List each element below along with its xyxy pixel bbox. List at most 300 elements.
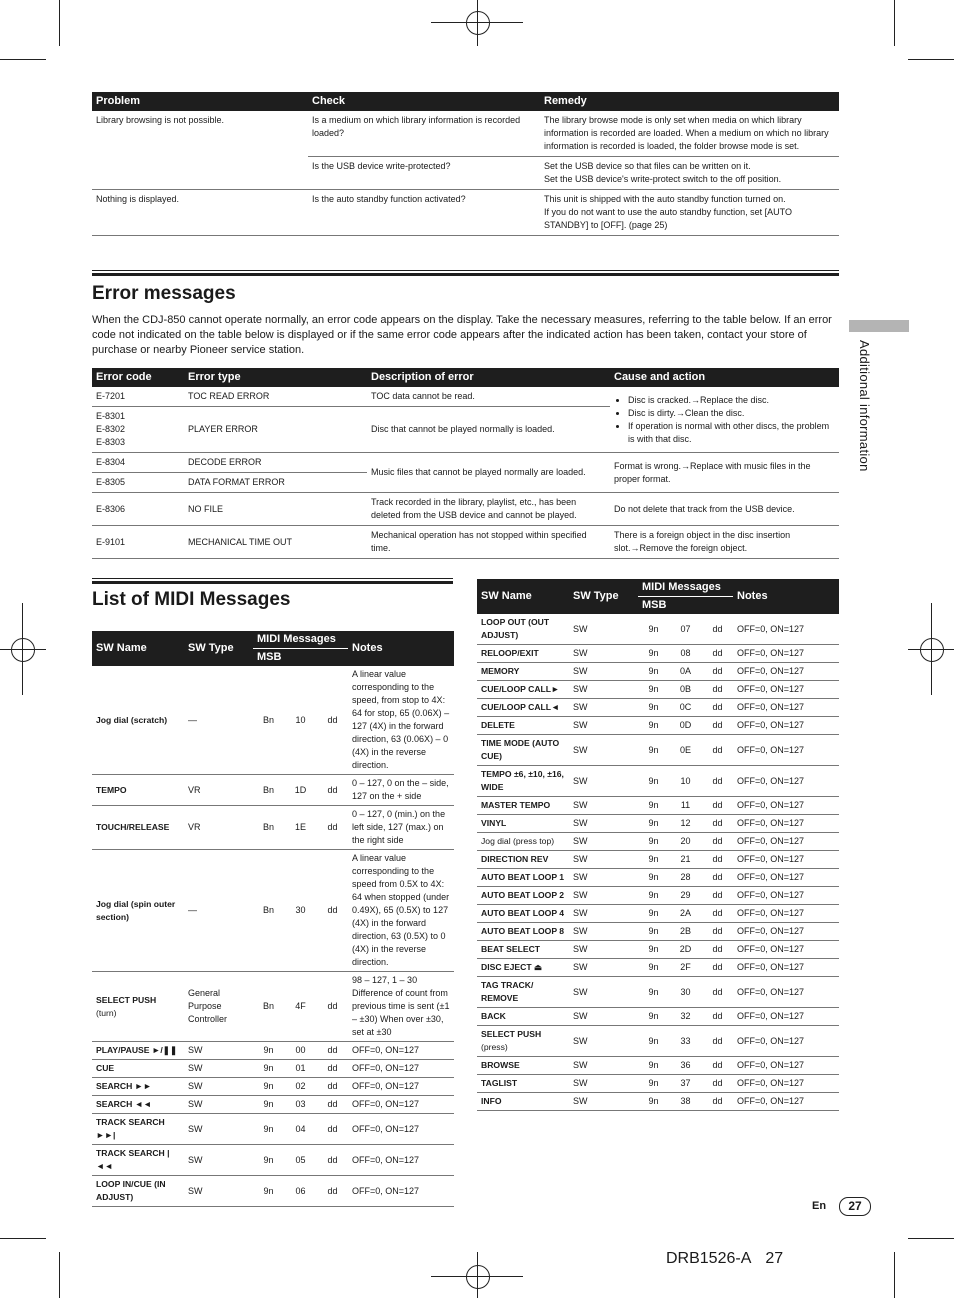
notes: OFF=0, ON=127 xyxy=(733,1026,839,1057)
table-row xyxy=(477,977,839,1008)
sw-name: LOOP IN/CUE (IN ADJUST) xyxy=(92,1176,184,1207)
sw-name: SEARCH ◄◄ xyxy=(92,1096,184,1114)
error-code: E-8304 xyxy=(92,453,184,473)
sw-name: BROWSE xyxy=(477,1057,569,1075)
midi-status: 9n xyxy=(638,1026,669,1057)
sw-name: BACK xyxy=(477,1008,569,1026)
midi-status: 9n xyxy=(638,1057,669,1075)
column-header-notes: Notes xyxy=(733,579,839,614)
sw-type: SW xyxy=(569,735,638,766)
midi-number: 0E xyxy=(669,735,702,766)
midi-value: dd xyxy=(702,959,733,977)
midi-value: dd xyxy=(317,806,348,850)
sw-name: MASTER TEMPO xyxy=(477,797,569,815)
midi-table-right xyxy=(477,579,839,1111)
midi-status: 9n xyxy=(253,1042,284,1060)
page-number: 27 xyxy=(839,1197,871,1216)
error-type: PLAYER ERROR xyxy=(184,407,367,453)
midi-number: 2F xyxy=(669,959,702,977)
sw-type: SW xyxy=(569,1093,638,1111)
midi-number: 20 xyxy=(669,833,702,851)
notes: OFF=0, ON=127 xyxy=(733,941,839,959)
sw-type: SW xyxy=(569,905,638,923)
sw-name xyxy=(477,1026,569,1057)
midi-number: 04 xyxy=(284,1114,317,1145)
sw-type: — xyxy=(184,666,253,775)
midi-value: dd xyxy=(702,833,733,851)
table-row xyxy=(92,972,454,1042)
midi-value: dd xyxy=(317,1060,348,1078)
midi-number: 11 xyxy=(669,797,702,815)
notes: OFF=0, ON=127 xyxy=(733,833,839,851)
notes: OFF=0, ON=127 xyxy=(733,815,839,833)
notes: OFF=0, ON=127 xyxy=(733,717,839,735)
sw-type: SW xyxy=(569,923,638,941)
notes: OFF=0, ON=127 xyxy=(733,614,839,645)
midi-section-title: List of MIDI Messages xyxy=(92,589,291,610)
notes: OFF=0, ON=127 xyxy=(348,1042,454,1060)
sw-name: CUE xyxy=(92,1060,184,1078)
side-tab-label: Additional information xyxy=(857,340,872,472)
sw-type: SW xyxy=(569,717,638,735)
error-description: Disc that cannot be played normally is loaded. xyxy=(367,407,610,453)
midi-number: 08 xyxy=(669,645,702,663)
sw-type: SW xyxy=(569,614,638,645)
sw-name: AUTO BEAT LOOP 2 xyxy=(477,887,569,905)
list-item: • If operation is normal with other discs, the problem is with that disc. xyxy=(628,420,835,446)
sw-type: SW xyxy=(569,1057,638,1075)
sw-name: DISC EJECT ⏏ xyxy=(477,959,569,977)
language-label: En xyxy=(812,1200,827,1212)
side-tab-label-box xyxy=(858,340,872,490)
column-header-midi-messages: MIDI Messages xyxy=(638,579,733,597)
check-cell: Is the auto standby function activated? xyxy=(308,190,540,236)
midi-status: 9n xyxy=(638,717,669,735)
sw-type: SW xyxy=(569,851,638,869)
table-row xyxy=(92,1060,454,1078)
notes: OFF=0, ON=127 xyxy=(733,1057,839,1075)
table-row xyxy=(477,1057,839,1075)
table-row xyxy=(477,645,839,663)
sw-type: SW xyxy=(569,645,638,663)
sw-name: CUE/LOOP CALL◄ xyxy=(477,699,569,717)
sw-name-sub: (press) xyxy=(481,1042,508,1052)
midi-status: 9n xyxy=(638,663,669,681)
notes: OFF=0, ON=127 xyxy=(348,1060,454,1078)
column-header-cause: Cause and action xyxy=(610,368,839,387)
sw-name: RELOOP/EXIT xyxy=(477,645,569,663)
sw-type: SW xyxy=(569,959,638,977)
notes: 0 – 127, 0 (min.) on the left side, 127 (max.) on the right side xyxy=(348,806,454,850)
midi-status: 9n xyxy=(638,977,669,1008)
sw-type: SW xyxy=(569,663,638,681)
sw-name: TRACK SEARCH |◄◄ xyxy=(92,1145,184,1176)
sw-name: AUTO BEAT LOOP 1 xyxy=(477,869,569,887)
table-row xyxy=(477,699,839,717)
midi-status: 9n xyxy=(253,1060,284,1078)
midi-number: 10 xyxy=(284,666,317,775)
midi-number: 0A xyxy=(669,663,702,681)
column-header-sw-type: SW Type xyxy=(569,579,638,614)
notes: OFF=0, ON=127 xyxy=(733,681,839,699)
error-code: E-8301 E-8302 E-8303 xyxy=(92,407,184,453)
midi-value: dd xyxy=(702,815,733,833)
sw-name: Jog dial (spin outer section) xyxy=(92,850,184,972)
midi-value: dd xyxy=(317,666,348,775)
midi-value: dd xyxy=(702,717,733,735)
midi-number: 1D xyxy=(284,775,317,806)
notes: OFF=0, ON=127 xyxy=(733,905,839,923)
midi-value: dd xyxy=(317,972,348,1042)
sw-type: SW xyxy=(569,681,638,699)
column-header-error-type: Error type xyxy=(184,368,367,387)
error-code: E-8305 xyxy=(92,473,184,493)
sw-name: PLAY/PAUSE ►/❚❚ xyxy=(92,1042,184,1060)
sw-name: MEMORY xyxy=(477,663,569,681)
remedy-cell: This unit is shipped with the auto standby function turned on. If you do not want to use the auto standby function, set [AUTO STANDBY] to [OFF]. (page 25) xyxy=(540,190,839,236)
midi-number: 1E xyxy=(284,806,317,850)
table-header-row xyxy=(92,92,839,111)
midi-value: dd xyxy=(702,1093,733,1111)
midi-status: Bn xyxy=(253,850,284,972)
section-rule xyxy=(92,578,453,579)
table-row xyxy=(92,387,839,407)
error-type: TOC READ ERROR xyxy=(184,387,367,407)
notes: OFF=0, ON=127 xyxy=(348,1096,454,1114)
midi-status: 9n xyxy=(638,851,669,869)
sw-type: SW xyxy=(569,869,638,887)
column-header-sw-name: SW Name xyxy=(477,579,569,614)
midi-number: 02 xyxy=(284,1078,317,1096)
table-row xyxy=(92,1114,454,1145)
midi-status: 9n xyxy=(638,1075,669,1093)
sw-type: SW xyxy=(569,1008,638,1026)
midi-status: 9n xyxy=(638,941,669,959)
sw-name-main: SELECT PUSH xyxy=(481,1029,542,1039)
midi-status: 9n xyxy=(253,1078,284,1096)
sw-type: SW xyxy=(184,1114,253,1145)
error-description: Track recorded in the library, playlist, etc., has been deleted from the USB device and cannot be played. xyxy=(367,493,610,526)
table-row xyxy=(92,775,454,806)
table-row xyxy=(477,614,839,645)
table-row xyxy=(92,453,839,473)
notes: OFF=0, ON=127 xyxy=(733,851,839,869)
sw-type: — xyxy=(184,850,253,972)
sw-name: AUTO BEAT LOOP 4 xyxy=(477,905,569,923)
midi-number: 03 xyxy=(284,1096,317,1114)
midi-number: 12 xyxy=(669,815,702,833)
table-row xyxy=(477,941,839,959)
sw-type: VR xyxy=(184,806,253,850)
table-row xyxy=(477,833,839,851)
midi-status: 9n xyxy=(253,1145,284,1176)
column-header-problem: Problem xyxy=(92,92,308,111)
midi-value: dd xyxy=(317,775,348,806)
table-row xyxy=(92,1176,454,1207)
sw-name: TEMPO ±6, ±10, ±16, WIDE xyxy=(477,766,569,797)
section-rule xyxy=(92,273,839,276)
table-row xyxy=(477,663,839,681)
table-row xyxy=(477,869,839,887)
sw-name: TIME MODE (AUTO CUE) xyxy=(477,735,569,766)
midi-number: 30 xyxy=(284,850,317,972)
sw-name-sub: (turn) xyxy=(96,1007,117,1018)
cause-cell: Format is wrong.→Replace with music files in the proper format. xyxy=(610,453,839,493)
sw-type: SW xyxy=(569,815,638,833)
column-header-midi-messages: MIDI Messages xyxy=(253,631,348,649)
midi-status: 9n xyxy=(253,1096,284,1114)
sw-type: SW xyxy=(184,1176,253,1207)
notes: OFF=0, ON=127 xyxy=(348,1176,454,1207)
cause-cell: There is a foreign object in the disc insertion slot.→Remove the foreign object. xyxy=(610,526,839,559)
table-row xyxy=(477,1026,839,1057)
midi-number: 0C xyxy=(669,699,702,717)
list-item: • Disc is cracked.→Replace the disc. xyxy=(628,394,835,407)
troubleshooting-table xyxy=(92,92,839,236)
midi-value: dd xyxy=(702,797,733,815)
midi-status: 9n xyxy=(638,614,669,645)
table-row xyxy=(477,887,839,905)
sw-name: LOOP OUT (OUT ADJUST) xyxy=(477,614,569,645)
notes: 98 – 127, 1 – 30 Difference of count from previous time is sent (±1 – ±30) When over ±30, set at ±30 xyxy=(348,972,454,1042)
column-header-msb: MSB xyxy=(253,649,348,667)
midi-number: 33 xyxy=(669,1026,702,1057)
column-header-description: Description of error xyxy=(367,368,610,387)
sw-type: SW xyxy=(184,1042,253,1060)
table-row xyxy=(477,766,839,797)
notes: OFF=0, ON=127 xyxy=(733,645,839,663)
section-rule xyxy=(92,270,839,271)
midi-status: 9n xyxy=(638,815,669,833)
midi-value: dd xyxy=(702,1026,733,1057)
sw-type: SW xyxy=(184,1145,253,1176)
sw-type: SW xyxy=(184,1096,253,1114)
column-header-notes: Notes xyxy=(348,631,454,666)
table-row xyxy=(92,1042,454,1060)
midi-number: 36 xyxy=(669,1057,702,1075)
midi-status: 9n xyxy=(638,735,669,766)
error-type: DECODE ERROR xyxy=(184,453,367,473)
midi-status: Bn xyxy=(253,775,284,806)
midi-value: dd xyxy=(702,699,733,717)
table-row xyxy=(477,681,839,699)
notes: OFF=0, ON=127 xyxy=(348,1114,454,1145)
notes: OFF=0, ON=127 xyxy=(733,869,839,887)
error-table xyxy=(92,368,839,559)
notes: OFF=0, ON=127 xyxy=(733,887,839,905)
midi-value: dd xyxy=(702,681,733,699)
midi-number: 0B xyxy=(669,681,702,699)
midi-number: 2B xyxy=(669,923,702,941)
midi-status: 9n xyxy=(638,645,669,663)
midi-table-left xyxy=(92,631,454,1207)
sw-type: SW xyxy=(569,887,638,905)
sw-type: SW xyxy=(569,766,638,797)
sw-name: VINYL xyxy=(477,815,569,833)
sw-name-main: SELECT PUSH xyxy=(96,994,157,1005)
table-row xyxy=(477,905,839,923)
midi-number: 07 xyxy=(669,614,702,645)
midi-value: dd xyxy=(317,1078,348,1096)
notes: OFF=0, ON=127 xyxy=(733,1008,839,1026)
midi-value: dd xyxy=(317,1042,348,1060)
midi-number: 21 xyxy=(669,851,702,869)
midi-status: 9n xyxy=(638,833,669,851)
table-row xyxy=(477,735,839,766)
table-row xyxy=(92,850,454,972)
table-row xyxy=(477,797,839,815)
midi-status: 9n xyxy=(638,766,669,797)
midi-number: 38 xyxy=(669,1093,702,1111)
error-code: E-8306 xyxy=(92,493,184,526)
column-header-check: Check xyxy=(308,92,540,111)
midi-value: dd xyxy=(702,887,733,905)
midi-status: 9n xyxy=(253,1114,284,1145)
table-row xyxy=(477,1075,839,1093)
notes: OFF=0, ON=127 xyxy=(733,1093,839,1111)
error-section-intro: When the CDJ-850 cannot operate normally, an error code appears on the display. Take the necessary measures, referring to the table below. If an error code not indicated on the table below is displayed or if the same error code appears after the indicated action has been taken, contact your store of purchase or nearby Pioneer service station. xyxy=(92,314,832,356)
sw-type: VR xyxy=(184,775,253,806)
problem-cell: Library browsing is not possible. xyxy=(92,111,308,190)
midi-value: dd xyxy=(702,663,733,681)
sw-type: SW xyxy=(569,1075,638,1093)
midi-number: 10 xyxy=(669,766,702,797)
error-description: Mechanical operation has not stopped within specified time. xyxy=(367,526,610,559)
notes: A linear value corresponding to the speed from 0.5X to 4X: 64 when stopped (under 0.49X), 65 (0.5X) to 127 (4X) in the forward direction, 63 (0.5X) to 0 (4X) in the reverse direction. xyxy=(348,850,454,972)
sw-name xyxy=(92,972,184,1042)
notes: A linear value corresponding to the speed, from stop to 4X: 64 for stop, 65 (0.06X) – 127 (4X) in the forward direction, 63 (0.06X) – 0 (4X) in the reverse direction. xyxy=(348,666,454,775)
midi-status: 9n xyxy=(638,1093,669,1111)
midi-number: 00 xyxy=(284,1042,317,1060)
notes: OFF=0, ON=127 xyxy=(733,1075,839,1093)
midi-number: 01 xyxy=(284,1060,317,1078)
table-row xyxy=(477,851,839,869)
sw-type: SW xyxy=(569,941,638,959)
table-row xyxy=(477,1008,839,1026)
midi-value: dd xyxy=(702,735,733,766)
sw-name: TRACK SEARCH ►►| xyxy=(92,1114,184,1145)
cause-cell xyxy=(610,387,839,453)
notes: OFF=0, ON=127 xyxy=(733,663,839,681)
cause-cell: Do not delete that track from the USB device. xyxy=(610,493,839,526)
sw-type: SW xyxy=(569,1026,638,1057)
error-section-title: Error messages xyxy=(92,283,236,304)
error-type: DATA FORMAT ERROR xyxy=(184,473,367,493)
midi-value: dd xyxy=(317,1114,348,1145)
sw-name: SEARCH ►► xyxy=(92,1078,184,1096)
midi-value: dd xyxy=(702,923,733,941)
doc-page-number: 27 xyxy=(765,1250,784,1267)
table-row xyxy=(92,493,839,526)
sw-type: SW xyxy=(184,1060,253,1078)
table-row xyxy=(477,959,839,977)
column-header-sw-name: SW Name xyxy=(92,631,184,666)
table-row xyxy=(477,717,839,735)
remedy-cell: Set the USB device so that files can be written on it. Set the USB device's write-protect switch to the off position. xyxy=(540,157,839,190)
error-type: MECHANICAL TIME OUT xyxy=(184,526,367,559)
midi-number: 28 xyxy=(669,869,702,887)
table-row xyxy=(92,190,839,236)
midi-value: dd xyxy=(702,645,733,663)
sw-type: SW xyxy=(569,977,638,1008)
sw-name: TEMPO xyxy=(92,775,184,806)
sw-name: INFO xyxy=(477,1093,569,1111)
notes: OFF=0, ON=127 xyxy=(733,977,839,1008)
midi-number: 0D xyxy=(669,717,702,735)
notes: OFF=0, ON=127 xyxy=(733,797,839,815)
midi-value: dd xyxy=(702,851,733,869)
chapter-tab xyxy=(849,320,909,332)
midi-value: dd xyxy=(317,1145,348,1176)
midi-value: dd xyxy=(317,1096,348,1114)
midi-number: 2D xyxy=(669,941,702,959)
table-row xyxy=(92,111,839,157)
notes: OFF=0, ON=127 xyxy=(733,959,839,977)
column-header-msb: MSB xyxy=(638,597,733,615)
midi-number: 2A xyxy=(669,905,702,923)
midi-status: 9n xyxy=(638,797,669,815)
error-description: Music files that cannot be played normally are loaded. xyxy=(367,453,610,493)
notes: OFF=0, ON=127 xyxy=(733,735,839,766)
error-code: E-7201 xyxy=(92,387,184,407)
notes: OFF=0, ON=127 xyxy=(348,1145,454,1176)
sw-type: General Purpose Controller xyxy=(184,972,253,1042)
notes: OFF=0, ON=127 xyxy=(348,1078,454,1096)
sw-type: SW xyxy=(569,699,638,717)
disc-cause-list xyxy=(614,394,835,446)
table-row xyxy=(92,806,454,850)
midi-status: 9n xyxy=(638,959,669,977)
sw-type: SW xyxy=(184,1078,253,1096)
midi-value: dd xyxy=(702,869,733,887)
midi-status: Bn xyxy=(253,806,284,850)
check-cell: Is a medium on which library information is recorded loaded? xyxy=(308,111,540,157)
column-header-error-code: Error code xyxy=(92,368,184,387)
midi-value: dd xyxy=(317,1176,348,1207)
midi-number: 29 xyxy=(669,887,702,905)
table-row xyxy=(92,1096,454,1114)
midi-number: 05 xyxy=(284,1145,317,1176)
midi-status: 9n xyxy=(638,699,669,717)
midi-status: 9n xyxy=(638,1008,669,1026)
table-header-row xyxy=(477,579,839,597)
column-header-remedy: Remedy xyxy=(540,92,839,111)
sw-type: SW xyxy=(569,833,638,851)
table-header-row xyxy=(92,368,839,387)
problem-cell: Nothing is displayed. xyxy=(92,190,308,236)
table-header-row xyxy=(92,631,454,649)
table-row xyxy=(92,526,839,559)
table-row xyxy=(92,1078,454,1096)
notes: OFF=0, ON=127 xyxy=(733,699,839,717)
midi-status: 9n xyxy=(638,887,669,905)
sw-name: Jog dial (press top) xyxy=(477,833,569,851)
midi-number: 4F xyxy=(284,972,317,1042)
midi-value: dd xyxy=(702,1075,733,1093)
midi-value: dd xyxy=(702,977,733,1008)
midi-value: dd xyxy=(702,614,733,645)
midi-value: dd xyxy=(702,1057,733,1075)
midi-value: dd xyxy=(702,905,733,923)
sw-name: TAG TRACK/ REMOVE xyxy=(477,977,569,1008)
section-rule xyxy=(92,581,453,584)
sw-name: DELETE xyxy=(477,717,569,735)
sw-name: DIRECTION REV xyxy=(477,851,569,869)
list-item: • Disc is dirty.→Clean the disc. xyxy=(628,407,835,420)
notes: OFF=0, ON=127 xyxy=(733,766,839,797)
sw-type: SW xyxy=(569,797,638,815)
table-row xyxy=(92,666,454,775)
